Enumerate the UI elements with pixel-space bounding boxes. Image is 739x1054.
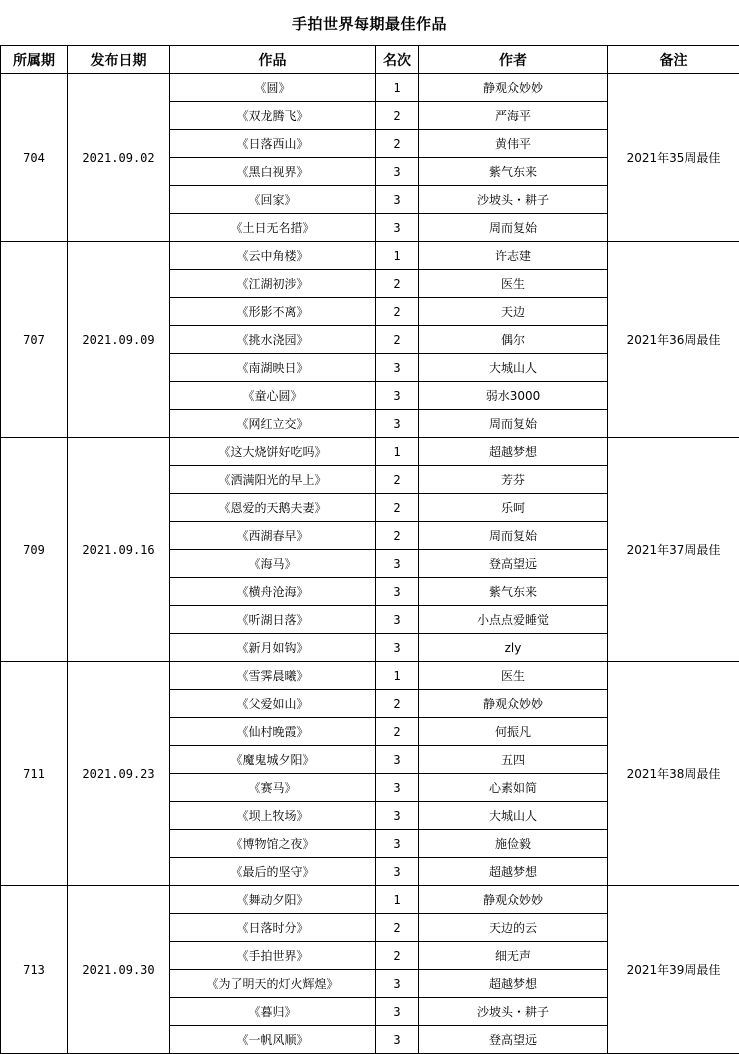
- rank-cell: 2: [376, 326, 419, 354]
- rank-cell: 3: [376, 802, 419, 830]
- header-note: 备注: [608, 46, 739, 74]
- work-cell: 《雪霁晨曦》: [170, 662, 376, 690]
- work-cell: 《西湖春早》: [170, 522, 376, 550]
- author-cell: 乐呵: [419, 494, 608, 522]
- author-cell: 医生: [419, 270, 608, 298]
- date-cell: 2021.09.30: [68, 886, 170, 1054]
- header-rank: 名次: [376, 46, 419, 74]
- issue-cell: 704: [1, 74, 68, 242]
- header-issue: 所属期: [1, 46, 68, 74]
- work-cell: 《土日无名措》: [170, 214, 376, 242]
- sheet-title: 手拍世界每期最佳作品: [291, 14, 447, 33]
- rank-cell: 3: [376, 746, 419, 774]
- table-row: [1, 662, 739, 690]
- work-cell: 《形影不离》: [170, 298, 376, 326]
- issue-cell: 713: [1, 886, 68, 1054]
- author-cell: 天边的云: [419, 914, 608, 942]
- rank-cell: 1: [376, 438, 419, 466]
- rank-cell: 2: [376, 298, 419, 326]
- rank-cell: 3: [376, 158, 419, 186]
- header-row: [1, 46, 739, 74]
- rank-cell: 2: [376, 942, 419, 970]
- work-cell: 《日落西山》: [170, 130, 376, 158]
- work-cell: 《云中角楼》: [170, 242, 376, 270]
- date-cell: 2021.09.09: [68, 242, 170, 438]
- table-row: [1, 242, 739, 270]
- work-cell: 《坝上牧场》: [170, 802, 376, 830]
- work-cell: 《赛马》: [170, 774, 376, 802]
- work-cell: 《最后的坚守》: [170, 858, 376, 886]
- author-cell: zly: [419, 634, 608, 662]
- author-cell: 周而复始: [419, 410, 608, 438]
- rank-cell: 3: [376, 634, 419, 662]
- rank-cell: 3: [376, 774, 419, 802]
- work-cell: 《黑白视界》: [170, 158, 376, 186]
- author-cell: 静观众妙妙: [419, 690, 608, 718]
- rank-cell: 3: [376, 214, 419, 242]
- rank-cell: 3: [376, 858, 419, 886]
- author-cell: 周而复始: [419, 522, 608, 550]
- issue-cell: 711: [1, 662, 68, 886]
- work-cell: 《舞动夕阳》: [170, 886, 376, 914]
- date-cell: 2021.09.16: [68, 438, 170, 662]
- author-cell: 偶尔: [419, 326, 608, 354]
- author-cell: 沙坡头・耕子: [419, 998, 608, 1026]
- rank-cell: 1: [376, 886, 419, 914]
- note-cell: 2021年35周最佳: [608, 74, 739, 242]
- note-cell: 2021年39周最佳: [608, 886, 739, 1054]
- author-cell: 登高望远: [419, 1026, 608, 1054]
- work-cell: 《手拍世界》: [170, 942, 376, 970]
- work-cell: 《父爱如山》: [170, 690, 376, 718]
- author-cell: 施俭毅: [419, 830, 608, 858]
- work-cell: 《一帆风顺》: [170, 1026, 376, 1054]
- work-cell: 《仙村晚霞》: [170, 718, 376, 746]
- work-cell: 《日落时分》: [170, 914, 376, 942]
- work-cell: 《暮归》: [170, 998, 376, 1026]
- author-cell: 芳芬: [419, 466, 608, 494]
- rank-cell: 3: [376, 382, 419, 410]
- author-cell: 五四: [419, 746, 608, 774]
- author-cell: 黄伟平: [419, 130, 608, 158]
- author-cell: 紫气东来: [419, 158, 608, 186]
- work-cell: 《童心圆》: [170, 382, 376, 410]
- header-date: 发布日期: [68, 46, 170, 74]
- date-cell: 2021.09.23: [68, 662, 170, 886]
- table-row: [1, 74, 739, 102]
- author-cell: 超越梦想: [419, 438, 608, 466]
- table-body: [1, 74, 739, 1054]
- author-cell: 紫气东来: [419, 578, 608, 606]
- rank-cell: 3: [376, 998, 419, 1026]
- work-cell: 《南湖映日》: [170, 354, 376, 382]
- rank-cell: 3: [376, 606, 419, 634]
- author-cell: 何振凡: [419, 718, 608, 746]
- rank-cell: 3: [376, 354, 419, 382]
- work-cell: 《恩爱的天鹅夫妻》: [170, 494, 376, 522]
- rank-cell: 2: [376, 102, 419, 130]
- author-cell: 超越梦想: [419, 858, 608, 886]
- rank-cell: 1: [376, 74, 419, 102]
- rank-cell: 3: [376, 1026, 419, 1054]
- author-cell: 超越梦想: [419, 970, 608, 998]
- rank-cell: 2: [376, 522, 419, 550]
- rank-cell: 2: [376, 270, 419, 298]
- work-cell: 《为了明天的灯火辉煌》: [170, 970, 376, 998]
- date-cell: 2021.09.02: [68, 74, 170, 242]
- rank-cell: 1: [376, 662, 419, 690]
- author-cell: 周而复始: [419, 214, 608, 242]
- rank-cell: 3: [376, 550, 419, 578]
- work-cell: 《新月如钩》: [170, 634, 376, 662]
- work-cell: 《洒满阳光的早上》: [170, 466, 376, 494]
- rank-cell: 3: [376, 830, 419, 858]
- work-cell: 《博物馆之夜》: [170, 830, 376, 858]
- author-cell: 小点点爱睡觉: [419, 606, 608, 634]
- rank-cell: 3: [376, 970, 419, 998]
- rank-cell: 1: [376, 242, 419, 270]
- author-cell: 严海平: [419, 102, 608, 130]
- header-work: 作品: [170, 46, 376, 74]
- author-cell: 医生: [419, 662, 608, 690]
- work-cell: 《江湖初涉》: [170, 270, 376, 298]
- work-cell: 《圆》: [170, 74, 376, 102]
- work-cell: 《挑水浇园》: [170, 326, 376, 354]
- author-cell: 登高望远: [419, 550, 608, 578]
- work-cell: 《回家》: [170, 186, 376, 214]
- rank-cell: 2: [376, 130, 419, 158]
- author-cell: 细无声: [419, 942, 608, 970]
- note-cell: 2021年37周最佳: [608, 438, 739, 662]
- rank-cell: 2: [376, 718, 419, 746]
- author-cell: 静观众妙妙: [419, 74, 608, 102]
- rank-cell: 3: [376, 578, 419, 606]
- rank-cell: 2: [376, 690, 419, 718]
- author-cell: 天边: [419, 298, 608, 326]
- note-cell: 2021年36周最佳: [608, 242, 739, 438]
- work-cell: 《横舟沧海》: [170, 578, 376, 606]
- issue-cell: 707: [1, 242, 68, 438]
- note-cell: 2021年38周最佳: [608, 662, 739, 886]
- author-cell: 静观众妙妙: [419, 886, 608, 914]
- author-cell: 许志建: [419, 242, 608, 270]
- table-row: [1, 438, 739, 466]
- rank-cell: 2: [376, 466, 419, 494]
- author-cell: 弱水3000: [419, 382, 608, 410]
- rank-cell: 3: [376, 186, 419, 214]
- work-cell: 《这大烧饼好吃吗》: [170, 438, 376, 466]
- rank-cell: 3: [376, 410, 419, 438]
- table-row: [1, 886, 739, 914]
- rank-cell: 2: [376, 914, 419, 942]
- work-cell: 《听湖日落》: [170, 606, 376, 634]
- header-author: 作者: [419, 46, 608, 74]
- work-cell: 《魔鬼城夕阳》: [170, 746, 376, 774]
- work-cell: 《网红立交》: [170, 410, 376, 438]
- rank-cell: 2: [376, 494, 419, 522]
- work-cell: 《海马》: [170, 550, 376, 578]
- issue-cell: 709: [1, 438, 68, 662]
- best-works-table: [0, 45, 739, 1054]
- author-cell: 心素如简: [419, 774, 608, 802]
- work-cell: 《双龙腾飞》: [170, 102, 376, 130]
- author-cell: 沙坡头・耕子: [419, 186, 608, 214]
- author-cell: 大城山人: [419, 802, 608, 830]
- author-cell: 大城山人: [419, 354, 608, 382]
